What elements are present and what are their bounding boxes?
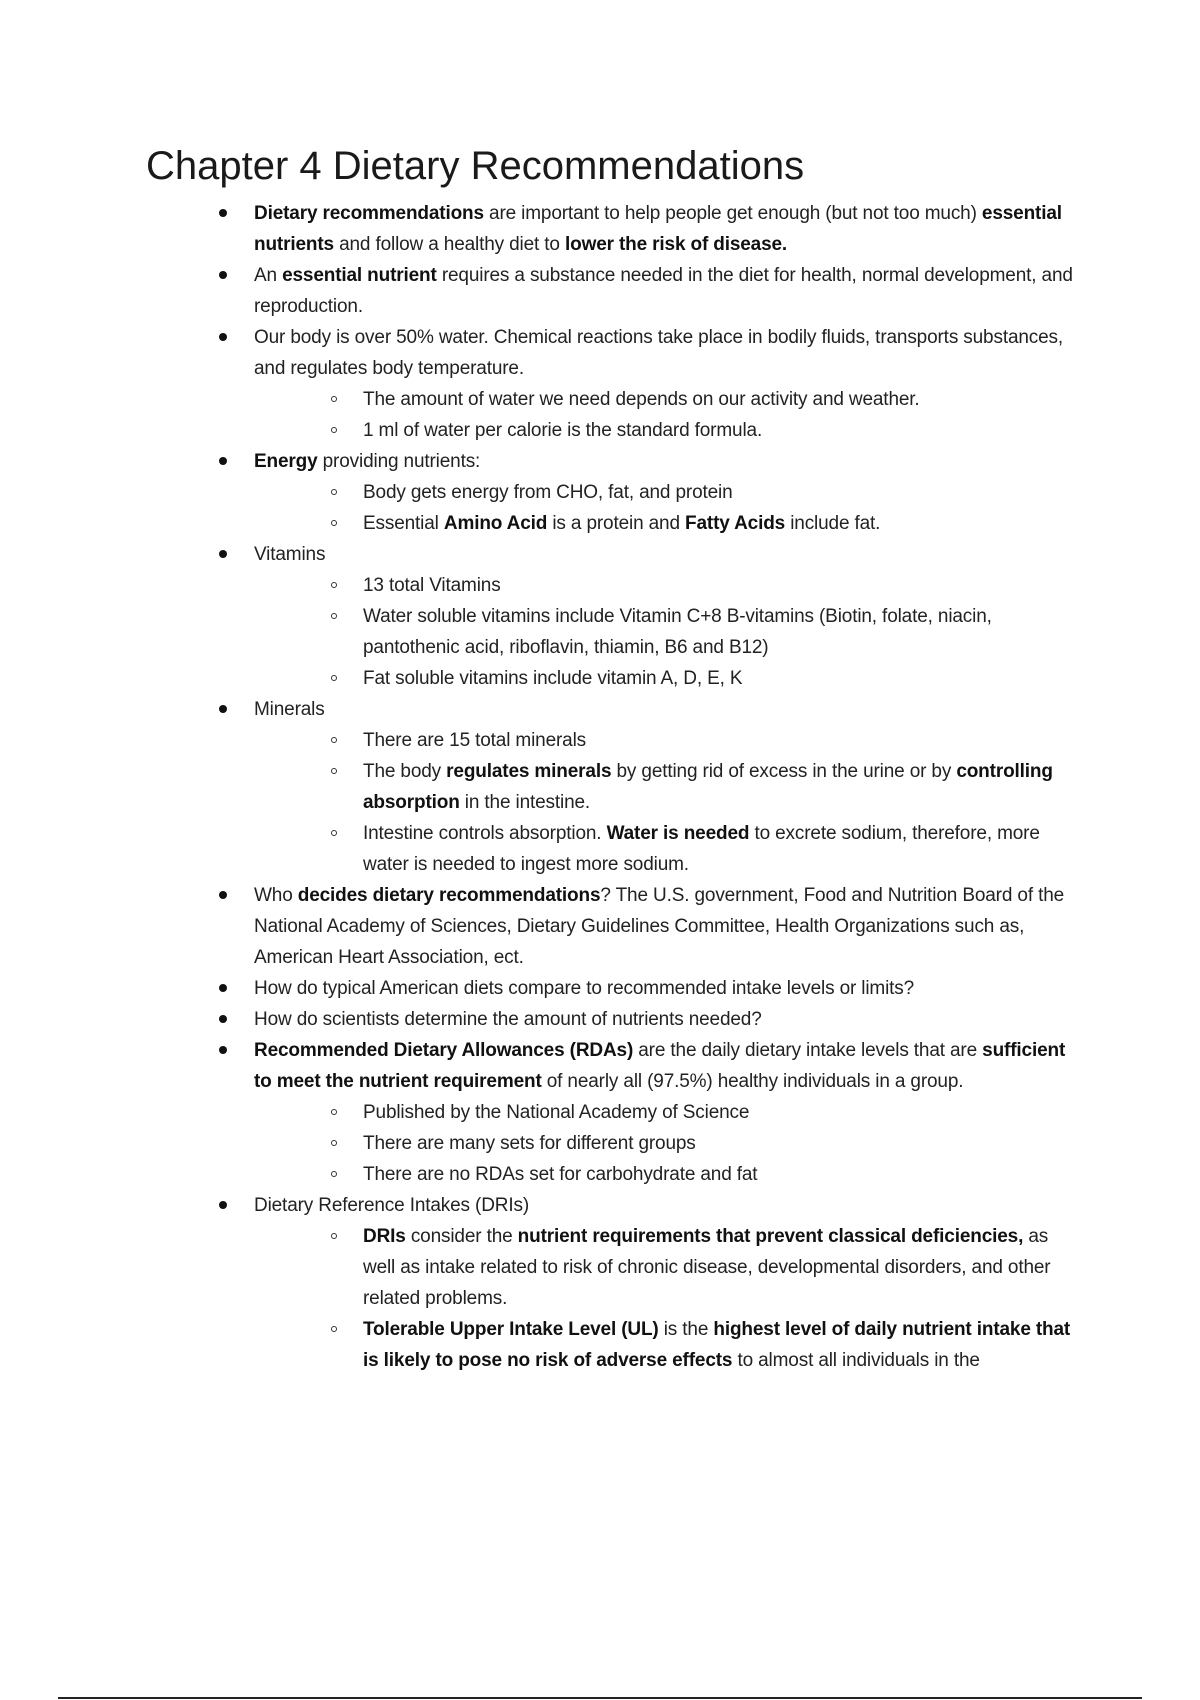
text-run: Vitamins [254, 544, 326, 565]
sub-bullet-item [0, 570, 1200, 601]
bold-term: essential nutrients [254, 203, 1062, 255]
bullet-circle-icon [331, 427, 337, 433]
text-run: to excrete sodium, therefore, more water is needed to ingest more sodium. [363, 823, 1040, 875]
sub-bullet-item [0, 663, 1200, 694]
text-run: is the [658, 1319, 714, 1340]
text-run: providing nutrients: [317, 451, 481, 472]
bullet-item [0, 322, 1200, 384]
bullet-circle-icon [331, 737, 337, 743]
bold-term: Water is needed [606, 823, 750, 844]
bullet-dot-icon [219, 333, 227, 341]
bullet-item [0, 539, 1200, 570]
sub-bullet-item [0, 415, 1200, 446]
text-run: Dietary Reference Intakes (DRIs) [254, 1195, 530, 1216]
text-run: 1 ml of water per calorie is the standard formula. [363, 420, 763, 441]
bullet-dot-icon [219, 1201, 227, 1209]
notes-list [0, 198, 1200, 1376]
sub-bullet-item [0, 1097, 1200, 1128]
bullet-dot-icon [219, 984, 227, 992]
sub-bullet-item [0, 1221, 1200, 1314]
bullet-dot-icon [219, 705, 227, 713]
bullet-item [0, 1035, 1200, 1097]
bold-term: Fatty Acids [685, 513, 786, 534]
text-run: by getting rid of excess in the urine or by [611, 761, 957, 782]
bullet-circle-icon [331, 582, 337, 588]
bullet-circle-icon [331, 675, 337, 681]
page-title: Chapter 4 Dietary Recommendations [146, 144, 805, 188]
bullet-item [0, 446, 1200, 477]
bullet-dot-icon [219, 457, 227, 465]
bold-term: controlling absorption [363, 761, 1053, 813]
bullet-circle-icon [331, 1140, 337, 1146]
text-run: Our body is over 50% water. Chemical reactions take place in bodily fluids, transports substances, and regulates body temperature. [254, 327, 1064, 379]
bullet-circle-icon [331, 1171, 337, 1177]
text-run: There are no RDAs set for carbohydrate and fat [363, 1164, 758, 1185]
text-run: An [254, 265, 283, 286]
bold-term: Amino Acid [443, 513, 548, 534]
bold-term: Recommended Dietary Allowances (RDAs) [254, 1040, 634, 1061]
text-run: as well as intake related to risk of chronic disease, developmental disorders, and other related problems. [363, 1226, 1051, 1309]
text-run: How do typical American diets compare to recommended intake levels or limits? [254, 978, 915, 999]
sub-bullet-item [0, 725, 1200, 756]
bullet-dot-icon [219, 550, 227, 558]
sub-bullet-item [0, 384, 1200, 415]
bold-term: essential nutrient [282, 265, 437, 286]
bold-term: lower the risk of disease. [564, 234, 788, 255]
sub-bullet-item [0, 1128, 1200, 1159]
bold-term: regulates minerals [446, 761, 612, 782]
text-run: How do scientists determine the amount of nutrients needed? [254, 1009, 762, 1030]
bullet-circle-icon [331, 1233, 337, 1239]
text-run: of nearly all (97.5%) healthy individuals in a group. [541, 1071, 964, 1092]
sub-bullet-item [0, 1314, 1200, 1376]
bold-term: Energy [254, 451, 318, 472]
bullet-circle-icon [331, 396, 337, 402]
bullet-circle-icon [331, 489, 337, 495]
bullet-item [0, 880, 1200, 973]
bold-term: nutrient requirements that prevent classical deficiencies, [517, 1226, 1024, 1247]
bullet-dot-icon [219, 271, 227, 279]
text-run: Published by the National Academy of Science [363, 1102, 750, 1123]
text-run: Who [254, 885, 298, 906]
bullet-item [0, 694, 1200, 725]
bullet-item [0, 1004, 1200, 1035]
text-run: are important to help people get enough (but not too much) [483, 203, 982, 224]
text-run: Essential [363, 513, 444, 534]
text-run: and follow a healthy diet to [333, 234, 565, 255]
bullet-dot-icon [219, 1015, 227, 1023]
bullet-dot-icon [219, 1046, 227, 1054]
text-run: There are 15 total minerals [363, 730, 587, 751]
bullet-item [0, 260, 1200, 322]
bold-term: decides dietary recommendations [297, 885, 601, 906]
bold-term: Dietary recommendations [254, 203, 484, 224]
text-run: Body gets energy from CHO, fat, and protein [363, 482, 733, 503]
text-run: are the daily dietary intake levels that are [633, 1040, 983, 1061]
bold-term: highest level of daily nutrient intake that is likely to pose no risk of adverse effects [363, 1319, 1071, 1371]
text-run: requires a substance needed in the diet for health, normal development, and reproduction. [254, 265, 1073, 317]
text-run: Minerals [254, 699, 325, 720]
bullet-circle-icon [331, 1109, 337, 1115]
text-run: The amount of water we need depends on our activity and weather. [363, 389, 920, 410]
bold-term: sufficient to meet the nutrient requirement [254, 1040, 1066, 1092]
sub-bullet-item [0, 601, 1200, 663]
text-run: There are many sets for different groups [363, 1133, 696, 1154]
text-run: Intestine controls absorption. [363, 823, 607, 844]
sub-bullet-item [0, 818, 1200, 880]
bullet-circle-icon [331, 1326, 337, 1332]
text-run: 13 total Vitamins [363, 575, 501, 596]
text-run: include fat. [785, 513, 881, 534]
sub-bullet-item [0, 508, 1200, 539]
text-run: to almost all individuals in the [732, 1350, 980, 1371]
text-run: consider the [405, 1226, 518, 1247]
bullet-item [0, 973, 1200, 1004]
bullet-circle-icon [331, 830, 337, 836]
bullet-dot-icon [219, 891, 227, 899]
bullet-item [0, 198, 1200, 260]
sub-bullet-item [0, 1159, 1200, 1190]
bullet-circle-icon [331, 520, 337, 526]
text-run: The body [363, 761, 447, 782]
bullet-dot-icon [219, 209, 227, 217]
bullet-item [0, 1190, 1200, 1221]
text-run: ? The U.S. government, Food and Nutrition Board of the National Academy of Sciences, Dietary Guidelines Committee, Health Organizations such as, American Heart Association, ect. [254, 885, 1065, 968]
bold-term: DRIs [363, 1226, 406, 1247]
sub-bullet-item [0, 477, 1200, 508]
text-run: Water soluble vitamins include Vitamin C+8 B-vitamins (Biotin, folate, niacin, pantothenic acid, riboflavin, thiamin, B6 and B12) [363, 606, 992, 658]
bold-term: Tolerable Upper Intake Level (UL) [363, 1319, 659, 1340]
text-run: is a protein and [547, 513, 686, 534]
bullet-circle-icon [331, 613, 337, 619]
bullet-circle-icon [331, 768, 337, 774]
page-footer-rule [58, 1697, 1142, 1699]
text-run: Fat soluble vitamins include vitamin A, D, E, K [363, 668, 743, 689]
text-run: in the intestine. [459, 792, 591, 813]
sub-bullet-item [0, 756, 1200, 818]
